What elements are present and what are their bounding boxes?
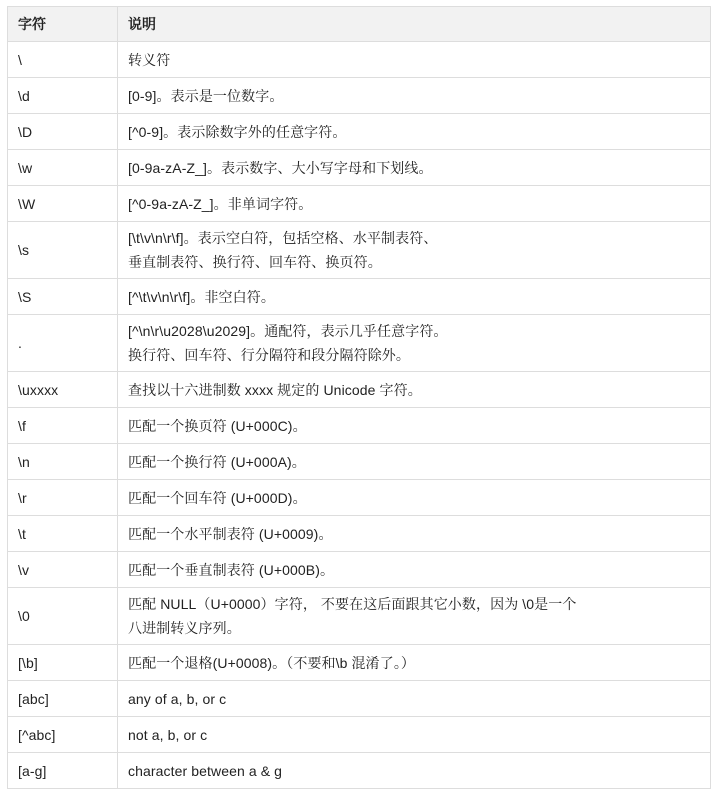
cell-char: \t xyxy=(8,516,118,552)
table-row xyxy=(8,114,711,150)
cell-description xyxy=(118,444,711,480)
table-row xyxy=(8,480,711,516)
description-line: 匹配一个回车符 (U+000D)。 xyxy=(128,489,307,506)
cell-description xyxy=(118,372,711,408)
cell-char: \S xyxy=(8,279,118,315)
cell-char: \f xyxy=(8,408,118,444)
description-line: [^0-9a-zA-Z_]。非单词字符。 xyxy=(128,195,313,212)
description-line: [0-9]。表示是一位数字。 xyxy=(128,87,284,104)
description-line: 匹配一个垂直制表符 (U+000B)。 xyxy=(128,561,335,578)
table-row xyxy=(8,717,711,753)
description-line: 匹配一个水平制表符 (U+0009)。 xyxy=(128,525,333,542)
table-row xyxy=(8,150,711,186)
description-line: not a, b, or c xyxy=(128,726,208,743)
description-line: 匹配一个换页符 (U+000C)。 xyxy=(128,417,307,434)
description-line: 垂直制表符、换行符、回车符、换页符。 xyxy=(128,254,382,270)
cell-char: \w xyxy=(8,150,118,186)
table-row xyxy=(8,552,711,588)
table-row xyxy=(8,444,711,480)
cell-description xyxy=(118,681,711,717)
cell-description xyxy=(118,150,711,186)
table-row xyxy=(8,588,711,645)
description-line: [^\n\r\u2028\u2029]。通配符，表示几乎任意字符。 xyxy=(128,323,448,339)
cell-char: \ xyxy=(8,42,118,78)
cell-char: \r xyxy=(8,480,118,516)
table-row xyxy=(8,315,711,372)
description-line: 匹配 NULL（U+0000）字符， 不要在这后面跟其它小数，因为 \0是一个 xyxy=(128,596,577,612)
cell-description xyxy=(118,42,711,78)
description-line: [^0-9]。表示除数字外的任意字符。 xyxy=(128,123,347,140)
description-line: [\t\v\n\r\f]。表示空白符，包括空格、水平制表符、 xyxy=(128,230,438,246)
regex-char-table xyxy=(7,6,711,789)
cell-char: [a-g] xyxy=(8,753,118,789)
description-line: [0-9a-zA-Z_]。表示数字、大小写字母和下划线。 xyxy=(128,159,433,176)
cell-description xyxy=(118,552,711,588)
description-line: 查找以十六进制数 xxxx 规定的 Unicode 字符。 xyxy=(128,381,422,398)
table-row xyxy=(8,681,711,717)
description-line: 换行符、回车符、行分隔符和段分隔符除外。 xyxy=(128,347,410,363)
regex-char-table-container xyxy=(7,6,710,789)
cell-description xyxy=(118,645,711,681)
header-row xyxy=(8,7,711,42)
cell-char: \uxxxx xyxy=(8,372,118,408)
cell-char: [^abc] xyxy=(8,717,118,753)
description-line: 匹配一个退格(U+0008)。（不要和\b 混淆了。） xyxy=(128,654,416,671)
cell-description xyxy=(118,114,711,150)
cell-description xyxy=(118,279,711,315)
header-char: 字符 xyxy=(8,7,118,42)
description-line: [^\t\v\n\r\f]。非空白符。 xyxy=(128,288,275,305)
table-row xyxy=(8,753,711,789)
table-row xyxy=(8,279,711,315)
cell-char: \s xyxy=(8,222,118,279)
table-row xyxy=(8,42,711,78)
table-header xyxy=(8,7,711,42)
table-body xyxy=(8,42,711,789)
table-row xyxy=(8,408,711,444)
cell-char: \v xyxy=(8,552,118,588)
description-line: 转义符 xyxy=(128,51,171,68)
cell-char: \W xyxy=(8,186,118,222)
cell-char: . xyxy=(8,315,118,372)
header-description: 说明 xyxy=(118,7,711,42)
cell-description xyxy=(118,588,711,645)
cell-char: \n xyxy=(8,444,118,480)
cell-description xyxy=(118,408,711,444)
cell-char: \d xyxy=(8,78,118,114)
description-line: character between a & g xyxy=(128,762,283,779)
description-line: 八进制转义序列。 xyxy=(128,620,241,636)
description-line: any of a, b, or c xyxy=(128,690,227,707)
cell-description xyxy=(118,315,711,372)
table-row xyxy=(8,645,711,681)
table-row xyxy=(8,372,711,408)
cell-description xyxy=(118,753,711,789)
table-row xyxy=(8,186,711,222)
cell-description xyxy=(118,717,711,753)
cell-char: [abc] xyxy=(8,681,118,717)
cell-description xyxy=(118,186,711,222)
cell-description xyxy=(118,480,711,516)
table-row xyxy=(8,222,711,279)
cell-description xyxy=(118,78,711,114)
cell-char: [\b] xyxy=(8,645,118,681)
cell-char: \D xyxy=(8,114,118,150)
cell-char: \0 xyxy=(8,588,118,645)
description-line: 匹配一个换行符 (U+000A)。 xyxy=(128,453,306,470)
table-row xyxy=(8,78,711,114)
cell-description xyxy=(118,222,711,279)
cell-description xyxy=(118,516,711,552)
table-row xyxy=(8,516,711,552)
